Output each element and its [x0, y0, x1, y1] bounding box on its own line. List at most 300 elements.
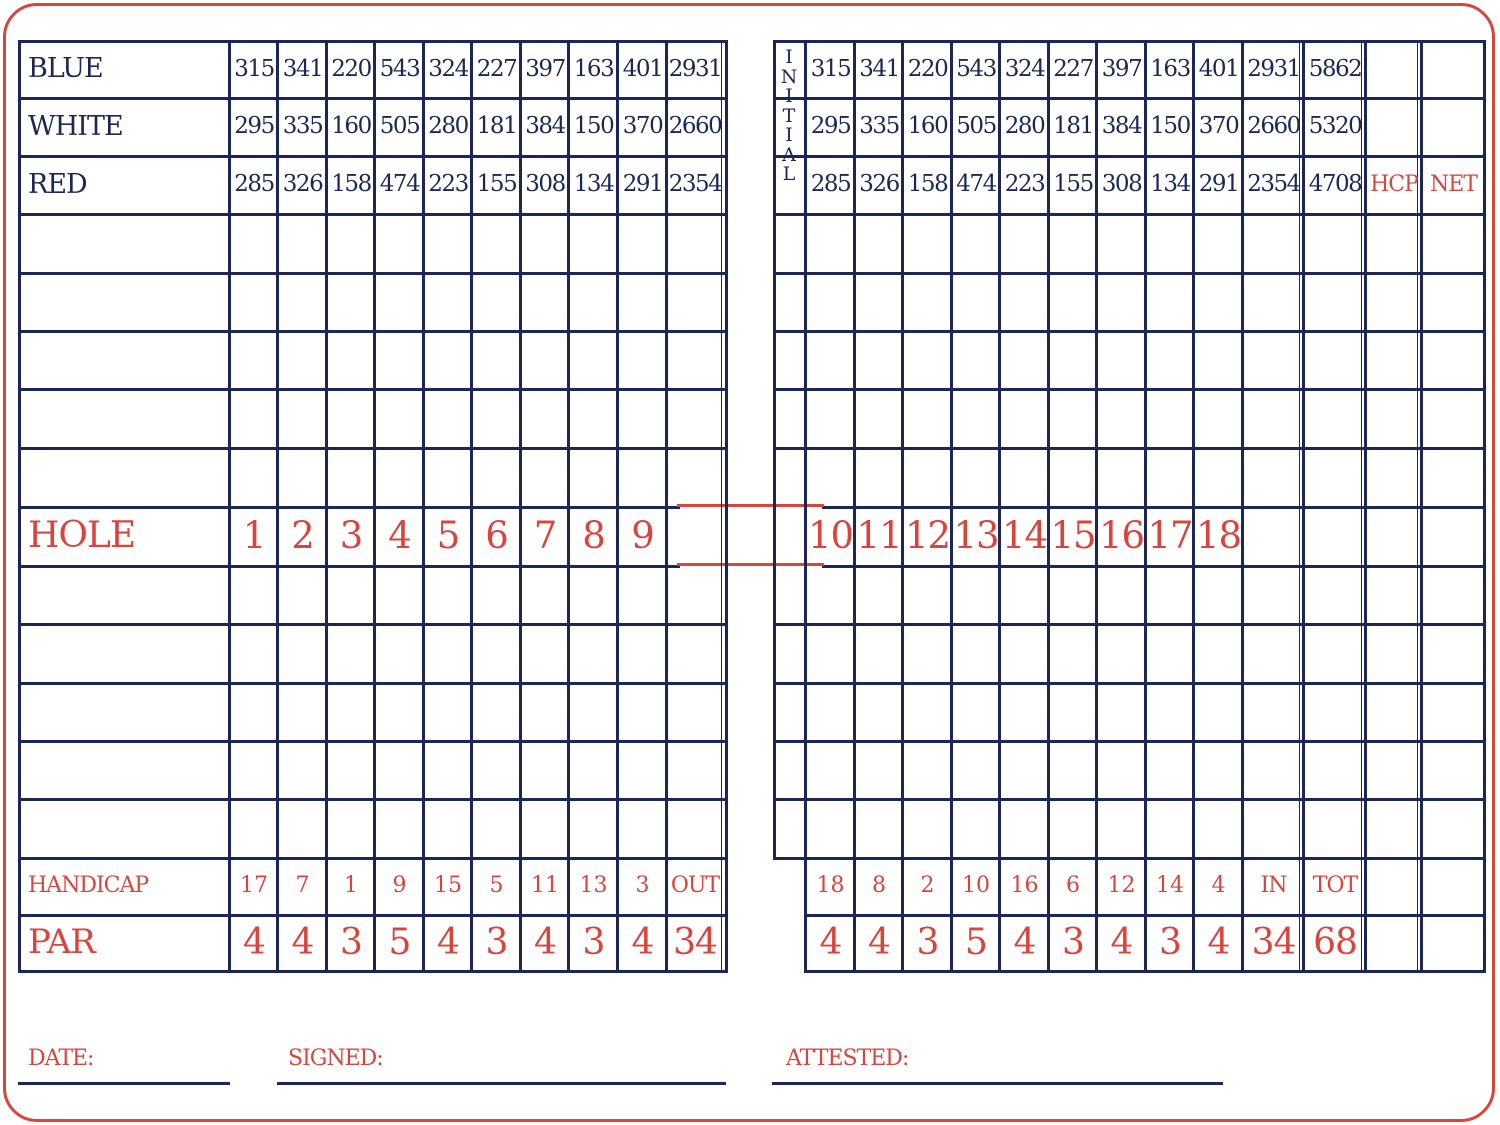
back-yardage-red: 285: [810, 171, 851, 197]
hole-handicap: 7: [295, 873, 310, 898]
back-score-cell[interactable]: [953, 685, 998, 740]
grid-rule: [725, 40, 728, 973]
hole-par: 3: [582, 921, 605, 963]
back-score-cell[interactable]: [1001, 801, 1047, 857]
back-yardage-white: 295: [810, 113, 851, 139]
front-score-cell[interactable]: [570, 333, 616, 388]
front-score-cell[interactable]: [522, 801, 567, 857]
hole-number: 8: [582, 514, 605, 557]
front-yardage-white: 150: [573, 113, 614, 139]
front-yardage-red: 326: [282, 171, 323, 197]
back-score-cell[interactable]: [807, 801, 853, 857]
back-score-cell[interactable]: [904, 275, 950, 330]
front-score-cell[interactable]: [376, 216, 422, 272]
front-score-cell[interactable]: [425, 685, 470, 740]
front-score-cell[interactable]: [231, 801, 276, 857]
back-score-cell[interactable]: [856, 801, 901, 857]
back-score-cell[interactable]: [1050, 391, 1095, 447]
back-score-cell[interactable]: [856, 450, 901, 506]
front-yardage-red: 474: [379, 171, 420, 197]
front-score-cell[interactable]: [522, 391, 567, 447]
par-grand-total: 68: [1313, 921, 1357, 963]
front-score-cell[interactable]: [619, 391, 665, 447]
front-score-cell[interactable]: [522, 568, 567, 623]
back-score-cell[interactable]: [1001, 568, 1047, 623]
hole-number: 9: [631, 514, 654, 557]
front-yardage-red: 158: [331, 171, 371, 197]
par-in-total: 34: [1251, 921, 1296, 963]
back-score-cell[interactable]: [953, 275, 998, 330]
front-score-cell[interactable]: [473, 275, 519, 330]
out-yardage-red: 2354: [668, 171, 722, 197]
hole-number: 16: [1098, 514, 1145, 557]
back-score-cell[interactable]: [953, 801, 998, 857]
front-score-cell[interactable]: [231, 216, 276, 272]
front-yardage-blue: 315: [234, 55, 274, 82]
back-yardage-blue: 163: [1150, 55, 1190, 82]
back-yardage-blue: 220: [907, 55, 948, 82]
front-score-cell[interactable]: [376, 568, 422, 623]
front-score-cell[interactable]: [522, 743, 567, 798]
front-score-cell[interactable]: [279, 391, 325, 447]
back-score-cell[interactable]: [904, 685, 950, 740]
back-score-cell[interactable]: [856, 626, 901, 682]
back-score-cell[interactable]: [1001, 743, 1047, 798]
front-score-cell[interactable]: [231, 333, 276, 388]
back-score-cell[interactable]: [1195, 333, 1241, 388]
front-yardage-blue: 227: [476, 55, 517, 82]
back-score-cell[interactable]: [1195, 275, 1241, 330]
back-score-cell[interactable]: [1147, 801, 1192, 857]
front-score-cell[interactable]: [425, 216, 470, 272]
total-yardage-blue: 5862: [1308, 55, 1362, 82]
back-score-cell[interactable]: [1001, 333, 1047, 388]
front-yardage-red: 134: [573, 171, 614, 197]
back-score-cell[interactable]: [904, 216, 950, 272]
hole-par: 4: [631, 921, 654, 963]
front-score-cell[interactable]: [328, 801, 373, 857]
front-score-cell[interactable]: [231, 568, 276, 623]
front-score-cell[interactable]: [425, 626, 470, 682]
hole-handicap: 5: [489, 873, 504, 898]
front-score-cell[interactable]: [570, 685, 616, 740]
hole-par: 3: [916, 921, 939, 963]
back-score-cell[interactable]: [807, 391, 853, 447]
hole-handicap: 17: [240, 873, 268, 898]
front-yardage-red: 223: [428, 171, 468, 197]
back-yardage-blue: 227: [1053, 55, 1093, 82]
front-score-cell[interactable]: [328, 626, 373, 682]
front-score-cell[interactable]: [328, 450, 373, 506]
hole-number: 15: [1050, 514, 1096, 557]
front-score-cell[interactable]: [231, 391, 276, 447]
front-score-cell[interactable]: [425, 391, 470, 447]
front-score-cell[interactable]: [231, 743, 276, 798]
back-score-cell[interactable]: [1147, 626, 1192, 682]
front-score-cell[interactable]: [376, 333, 422, 388]
front-score-cell[interactable]: [522, 216, 567, 272]
front-score-cell[interactable]: [522, 333, 567, 388]
back-score-cell[interactable]: [904, 450, 950, 506]
signed-field[interactable]: [277, 1082, 726, 1085]
hole-number: 18: [1195, 514, 1242, 557]
back-score-cell[interactable]: [1098, 391, 1144, 447]
front-yardage-white: 280: [428, 113, 468, 139]
back-score-cell[interactable]: [807, 450, 853, 506]
front-score-cell[interactable]: [570, 626, 616, 682]
hole-handicap: 16: [1010, 873, 1039, 898]
back-score-cell[interactable]: [856, 685, 901, 740]
back-score-cell[interactable]: [1050, 333, 1095, 388]
hole-handicap: 9: [392, 873, 407, 898]
tee-label-blue: BLUE: [28, 53, 103, 84]
front-score-cell[interactable]: [376, 685, 422, 740]
back-score-cell[interactable]: [953, 743, 998, 798]
back-yardage-white: 150: [1150, 113, 1190, 139]
hole-number: 6: [485, 514, 508, 557]
back-yardage-blue: 543: [956, 55, 996, 82]
back-score-cell[interactable]: [1098, 801, 1144, 857]
front-yardage-blue: 163: [573, 55, 614, 82]
front-score-cell[interactable]: [473, 568, 519, 623]
front-score-cell[interactable]: [522, 275, 567, 330]
back-score-cell[interactable]: [1001, 275, 1047, 330]
hole-par: 4: [243, 921, 265, 963]
back-score-cell[interactable]: [807, 685, 853, 740]
back-score-cell[interactable]: [1098, 275, 1144, 330]
grid-rule: [18, 40, 21, 973]
front-score-cell[interactable]: [425, 275, 470, 330]
back-score-cell[interactable]: [807, 333, 853, 388]
front-score-cell[interactable]: [570, 801, 616, 857]
front-score-cell[interactable]: [619, 568, 665, 623]
back-score-cell[interactable]: [1098, 743, 1144, 798]
front-yardage-red: 285: [234, 171, 274, 197]
back-score-cell[interactable]: [1050, 275, 1095, 330]
initial-letter: N: [780, 65, 798, 88]
front-score-cell[interactable]: [279, 216, 325, 272]
back-score-cell[interactable]: [1001, 685, 1047, 740]
total-yardage-red: 4708: [1308, 171, 1362, 197]
back-score-cell[interactable]: [1050, 216, 1095, 272]
hole-number: 13: [953, 514, 999, 557]
back-yardage-blue: 401: [1198, 55, 1239, 82]
hole-number: 17: [1147, 514, 1193, 557]
back-score-cell[interactable]: [953, 568, 998, 623]
back-score-cell[interactable]: [904, 391, 950, 447]
back-score-cell[interactable]: [807, 216, 853, 272]
front-score-cell[interactable]: [425, 743, 470, 798]
hole-number: 2: [291, 514, 314, 557]
front-score-cell[interactable]: [279, 450, 325, 506]
hole-par: 3: [1062, 921, 1084, 963]
back-yardage-white: 181: [1053, 113, 1093, 139]
back-score-cell[interactable]: [1050, 743, 1095, 798]
back-score-cell[interactable]: [1050, 568, 1095, 623]
front-score-cell[interactable]: [473, 333, 519, 388]
attested-field[interactable]: [772, 1082, 1223, 1085]
date-field[interactable]: [18, 1082, 230, 1085]
in-yardage-white: 2660: [1247, 113, 1300, 139]
back-yardage-blue: 341: [859, 55, 899, 82]
front-yardage-red: 155: [476, 171, 517, 197]
hole-par: 4: [534, 921, 556, 963]
hole-par: 4: [1013, 921, 1036, 963]
front-score-cell[interactable]: [328, 743, 373, 798]
back-score-cell[interactable]: [953, 391, 998, 447]
back-score-cell[interactable]: [807, 275, 853, 330]
total-yardage-white: 5320: [1308, 113, 1362, 139]
hole-par: 4: [291, 921, 314, 963]
hole-handicap: 8: [872, 873, 886, 898]
back-score-cell[interactable]: [1147, 685, 1192, 740]
back-yardage-blue: 397: [1101, 55, 1142, 82]
initial-letter: I: [785, 46, 793, 68]
back-score-cell[interactable]: [953, 333, 998, 388]
front-score-cell[interactable]: [231, 626, 276, 682]
back-score-cell[interactable]: [904, 743, 950, 798]
hole-handicap: 18: [816, 873, 845, 898]
hole-par: 4: [1110, 921, 1133, 963]
front-score-cell[interactable]: [279, 685, 325, 740]
back-score-cell[interactable]: [904, 333, 950, 388]
back-score-cell[interactable]: [1001, 391, 1047, 447]
front-score-cell[interactable]: [473, 450, 519, 506]
back-score-cell[interactable]: [1147, 568, 1192, 623]
front-score-cell[interactable]: [619, 333, 665, 388]
front-score-cell[interactable]: [328, 391, 373, 447]
front-score-cell[interactable]: [473, 685, 519, 740]
front-score-cell[interactable]: [376, 450, 422, 506]
signed-label: SIGNED:: [288, 1045, 383, 1071]
front-score-cell[interactable]: [473, 626, 519, 682]
front-score-cell[interactable]: [328, 333, 373, 388]
front-score-cell[interactable]: [376, 801, 422, 857]
back-score-cell[interactable]: [953, 216, 998, 272]
back-yardage-red: 308: [1101, 171, 1142, 197]
front-yardage-blue: 543: [379, 55, 420, 82]
back-score-cell[interactable]: [856, 743, 901, 798]
front-yardage-blue: 401: [622, 55, 663, 82]
hole-par: 4: [437, 921, 459, 963]
back-yardage-red: 134: [1150, 171, 1190, 197]
hole-connector-bottom: [677, 563, 824, 566]
front-yardage-blue: 397: [525, 55, 565, 82]
front-score-cell[interactable]: [328, 568, 373, 623]
back-score-cell[interactable]: [1195, 626, 1241, 682]
front-score-cell[interactable]: [473, 216, 519, 272]
front-score-cell[interactable]: [425, 568, 470, 623]
par-label: PAR: [28, 922, 95, 962]
back-score-cell[interactable]: [1195, 801, 1241, 857]
front-score-cell[interactable]: [231, 450, 276, 506]
front-score-cell[interactable]: [231, 685, 276, 740]
hole-handicap: 3: [635, 873, 650, 898]
back-yardage-white: 505: [956, 113, 996, 139]
front-score-cell[interactable]: [570, 391, 616, 447]
front-yardage-white: 295: [234, 113, 274, 139]
front-score-cell[interactable]: [619, 685, 665, 740]
back-score-cell[interactable]: [807, 626, 853, 682]
back-yardage-white: 335: [859, 113, 899, 139]
front-score-cell[interactable]: [619, 801, 665, 857]
back-score-cell[interactable]: [1098, 450, 1144, 506]
front-score-cell[interactable]: [473, 801, 519, 857]
hole-label: HOLE: [28, 515, 136, 556]
back-score-cell[interactable]: [1050, 450, 1095, 506]
front-score-cell[interactable]: [619, 743, 665, 798]
front-score-cell[interactable]: [376, 626, 422, 682]
front-yardage-white: 160: [331, 113, 371, 139]
hole-par: 4: [868, 921, 890, 963]
front-score-cell[interactable]: [570, 275, 616, 330]
hole-handicap: 1: [344, 873, 358, 898]
tot-label: TOT: [1312, 873, 1358, 898]
initial-letter: A: [782, 143, 796, 166]
hole-par: 3: [340, 921, 362, 963]
front-yardage-blue: 220: [331, 55, 371, 82]
front-score-cell[interactable]: [570, 450, 616, 506]
front-score-cell[interactable]: [619, 216, 665, 272]
hole-handicap: 15: [434, 873, 462, 898]
front-score-cell[interactable]: [522, 450, 567, 506]
front-score-cell[interactable]: [279, 626, 325, 682]
back-score-cell[interactable]: [904, 626, 950, 682]
front-score-cell[interactable]: [570, 743, 616, 798]
back-score-cell[interactable]: [1050, 626, 1095, 682]
attested-label: ATTESTED:: [786, 1045, 909, 1071]
back-score-cell[interactable]: [856, 568, 901, 623]
hole-par: 4: [1207, 921, 1230, 963]
front-score-cell[interactable]: [425, 801, 470, 857]
back-score-cell[interactable]: [1098, 685, 1144, 740]
back-score-cell[interactable]: [1098, 216, 1144, 272]
back-score-cell[interactable]: [1001, 216, 1047, 272]
back-yardage-red: 223: [1004, 171, 1045, 197]
back-score-cell[interactable]: [1050, 801, 1095, 857]
front-score-cell[interactable]: [279, 568, 325, 623]
back-score-cell[interactable]: [1147, 743, 1192, 798]
back-score-cell[interactable]: [904, 568, 950, 623]
back-score-cell[interactable]: [1001, 450, 1047, 506]
front-score-cell[interactable]: [376, 743, 422, 798]
front-score-cell[interactable]: [425, 333, 470, 388]
initial-letter: I: [785, 85, 793, 107]
back-score-cell[interactable]: [856, 275, 901, 330]
back-yardage-red: 155: [1053, 171, 1093, 197]
front-score-cell[interactable]: [231, 275, 276, 330]
back-score-cell[interactable]: [1147, 275, 1192, 330]
front-score-cell[interactable]: [279, 333, 325, 388]
back-score-cell[interactable]: [1098, 626, 1144, 682]
hole-par: 5: [965, 921, 987, 963]
initial-column-label: [776, 48, 802, 208]
date-label: DATE:: [28, 1045, 94, 1071]
in-label: IN: [1260, 873, 1287, 898]
front-score-cell[interactable]: [619, 450, 665, 506]
hole-handicap: 12: [1107, 873, 1136, 898]
back-score-cell[interactable]: [904, 801, 950, 857]
back-score-cell[interactable]: [807, 568, 853, 623]
back-score-cell[interactable]: [1098, 568, 1144, 623]
back-score-cell[interactable]: [856, 333, 901, 388]
initial-letter: T: [782, 104, 796, 127]
back-score-cell[interactable]: [1147, 391, 1192, 447]
front-score-cell[interactable]: [279, 743, 325, 798]
front-score-cell[interactable]: [376, 391, 422, 447]
front-yardage-red: 308: [525, 171, 565, 197]
net-column-label: NET: [1430, 171, 1477, 197]
front-score-cell[interactable]: [570, 216, 616, 272]
back-score-cell[interactable]: [1195, 743, 1241, 798]
front-score-cell[interactable]: [328, 216, 373, 272]
out-yardage-blue: 2931: [668, 55, 722, 82]
hole-handicap: 11: [531, 873, 559, 898]
front-score-cell[interactable]: [328, 275, 373, 330]
handicap-label: HANDICAP: [28, 873, 149, 898]
front-yardage-white: 335: [282, 113, 323, 139]
hole-number: 7: [533, 514, 557, 557]
front-score-cell[interactable]: [522, 626, 567, 682]
back-score-cell[interactable]: [1001, 626, 1047, 682]
hole-par: 5: [388, 921, 411, 963]
back-score-cell[interactable]: [1147, 333, 1192, 388]
back-score-cell[interactable]: [1147, 216, 1192, 272]
front-score-cell[interactable]: [619, 275, 665, 330]
back-yardage-red: 326: [859, 171, 899, 197]
back-score-cell[interactable]: [1098, 333, 1144, 388]
back-score-cell[interactable]: [1050, 685, 1095, 740]
front-score-cell[interactable]: [473, 743, 519, 798]
hole-number: 10: [807, 514, 854, 557]
back-score-cell[interactable]: [953, 450, 998, 506]
back-yardage-blue: 315: [810, 55, 851, 82]
front-score-cell[interactable]: [570, 568, 616, 623]
front-score-cell[interactable]: [279, 275, 325, 330]
front-yardage-red: 291: [622, 171, 663, 197]
back-score-cell[interactable]: [1147, 450, 1192, 506]
back-yardage-white: 384: [1101, 113, 1142, 139]
hole-number: 1: [242, 514, 266, 557]
front-yardage-white: 384: [525, 113, 565, 139]
front-score-cell[interactable]: [328, 685, 373, 740]
front-score-cell[interactable]: [279, 801, 325, 857]
par-out-total: 34: [673, 921, 717, 963]
back-score-cell[interactable]: [953, 626, 998, 682]
front-score-cell[interactable]: [376, 275, 422, 330]
in-yardage-blue: 2931: [1247, 55, 1300, 82]
back-score-cell[interactable]: [807, 743, 853, 798]
back-score-cell[interactable]: [1195, 391, 1241, 447]
out-label: OUT: [670, 873, 720, 898]
front-score-cell[interactable]: [619, 626, 665, 682]
hole-handicap: 13: [579, 873, 608, 898]
hole-handicap: 10: [962, 873, 990, 898]
back-score-cell[interactable]: [1195, 216, 1241, 272]
back-score-cell[interactable]: [1195, 685, 1241, 740]
back-score-cell[interactable]: [856, 216, 901, 272]
hcp-column-label: HCP: [1370, 171, 1418, 197]
hole-number: 14: [1001, 514, 1048, 557]
back-yardage-red: 158: [907, 171, 948, 197]
front-score-cell[interactable]: [522, 685, 567, 740]
back-score-cell[interactable]: [856, 391, 901, 447]
back-score-cell[interactable]: [1195, 450, 1241, 506]
front-score-cell[interactable]: [425, 450, 470, 506]
front-score-cell[interactable]: [473, 391, 519, 447]
back-score-cell[interactable]: [1195, 568, 1241, 623]
tee-label-red: RED: [28, 168, 87, 200]
